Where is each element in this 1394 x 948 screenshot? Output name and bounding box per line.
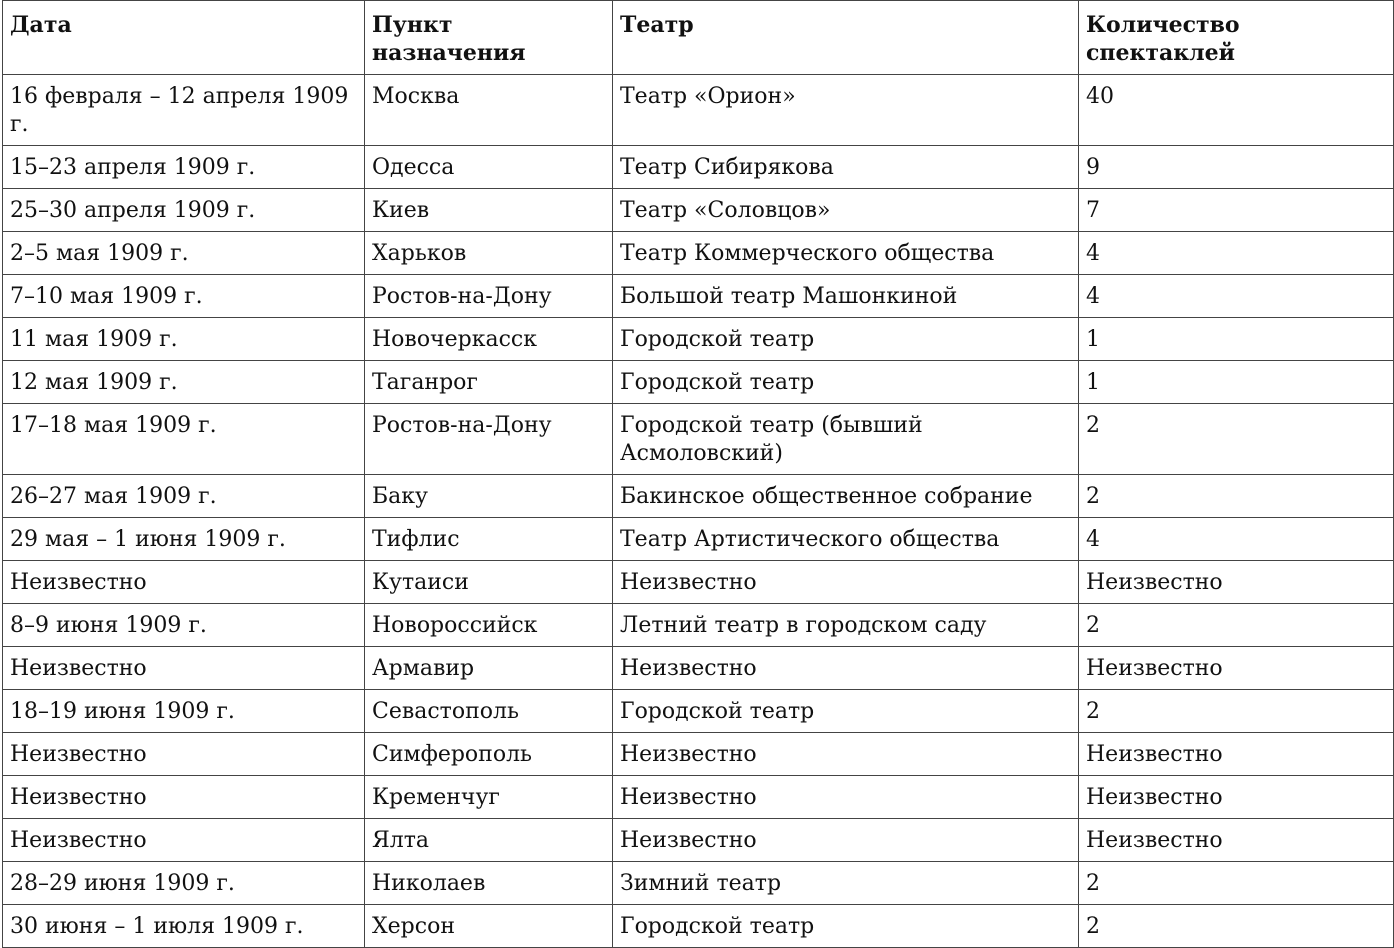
header-row (3, 1, 1394, 75)
cell-destination: Новочеркасск (365, 318, 613, 361)
cell-date: 30 июня – 1 июля 1909 г. (3, 905, 365, 948)
table-row (3, 475, 1394, 518)
cell-theatre: Театр Коммерческого общества (613, 232, 1079, 275)
table-row (3, 404, 1394, 475)
cell-theatre: Неизвестно (613, 733, 1079, 776)
cell-performance-count: Неизвестно (1079, 647, 1394, 690)
table-row (3, 275, 1394, 318)
table-row (3, 647, 1394, 690)
cell-date: 8–9 июня 1909 г. (3, 604, 365, 647)
cell-destination: Баку (365, 475, 613, 518)
cell-performance-count: 2 (1079, 905, 1394, 948)
cell-theatre: Театр Артистического общества (613, 518, 1079, 561)
cell-destination: Армавир (365, 647, 613, 690)
table-row (3, 318, 1394, 361)
cell-destination: Москва (365, 75, 613, 146)
cell-theatre: Городской театр (бывший Асмоловский) (613, 404, 1079, 475)
cell-date: 26–27 мая 1909 г. (3, 475, 365, 518)
cell-performance-count: 1 (1079, 361, 1394, 404)
table-row (3, 75, 1394, 146)
table-row (3, 604, 1394, 647)
cell-destination: Тифлис (365, 518, 613, 561)
table-header (3, 1, 1394, 75)
cell-theatre: Городской театр (613, 318, 1079, 361)
cell-theatre: Городской театр (613, 361, 1079, 404)
cell-performance-count: 7 (1079, 189, 1394, 232)
table-row (3, 733, 1394, 776)
cell-destination: Новороссийск (365, 604, 613, 647)
cell-date: 17–18 мая 1909 г. (3, 404, 365, 475)
cell-destination: Ялта (365, 819, 613, 862)
cell-date: 15–23 апреля 1909 г. (3, 146, 365, 189)
cell-date: 16 февраля – 12 апреля 1909 г. (3, 75, 365, 146)
cell-theatre: Большой театр Машонкиной (613, 275, 1079, 318)
cell-destination: Одесса (365, 146, 613, 189)
cell-performance-count: Неизвестно (1079, 819, 1394, 862)
cell-date: Неизвестно (3, 733, 365, 776)
cell-date: 28–29 июня 1909 г. (3, 862, 365, 905)
cell-destination: Ростов-на-Дону (365, 275, 613, 318)
cell-date: 2–5 мая 1909 г. (3, 232, 365, 275)
table-row (3, 561, 1394, 604)
header-destination: Пункт назначения (365, 1, 613, 75)
cell-destination: Севастополь (365, 690, 613, 733)
cell-theatre: Городской театр (613, 905, 1079, 948)
cell-destination: Ростов-на-Дону (365, 404, 613, 475)
table-row (3, 690, 1394, 733)
tour-schedule-table (2, 0, 1394, 948)
cell-destination: Николаев (365, 862, 613, 905)
cell-date: 12 мая 1909 г. (3, 361, 365, 404)
table-row (3, 361, 1394, 404)
cell-destination: Киев (365, 189, 613, 232)
cell-date: 11 мая 1909 г. (3, 318, 365, 361)
cell-theatre: Неизвестно (613, 647, 1079, 690)
cell-theatre: Неизвестно (613, 561, 1079, 604)
cell-date: 25–30 апреля 1909 г. (3, 189, 365, 232)
cell-date: Неизвестно (3, 776, 365, 819)
table-body (3, 75, 1394, 948)
cell-theatre: Неизвестно (613, 819, 1079, 862)
cell-date: 7–10 мая 1909 г. (3, 275, 365, 318)
cell-performance-count: 4 (1079, 518, 1394, 561)
table-row (3, 232, 1394, 275)
cell-performance-count: 1 (1079, 318, 1394, 361)
header-performance-count: Количество спектаклей (1079, 1, 1394, 75)
cell-theatre: Театр «Орион» (613, 75, 1079, 146)
cell-performance-count: 2 (1079, 604, 1394, 647)
cell-performance-count: 2 (1079, 862, 1394, 905)
cell-date: Неизвестно (3, 819, 365, 862)
table-row (3, 189, 1394, 232)
cell-destination: Кременчуг (365, 776, 613, 819)
cell-theatre: Театр Сибирякова (613, 146, 1079, 189)
cell-theatre: Зимний театр (613, 862, 1079, 905)
cell-performance-count: Неизвестно (1079, 776, 1394, 819)
table-row (3, 146, 1394, 189)
cell-date: 29 мая – 1 июня 1909 г. (3, 518, 365, 561)
cell-performance-count: 40 (1079, 75, 1394, 146)
cell-performance-count: 2 (1079, 404, 1394, 475)
table-row (3, 776, 1394, 819)
cell-destination: Кутаиси (365, 561, 613, 604)
cell-performance-count: Неизвестно (1079, 561, 1394, 604)
cell-theatre: Бакинское общественное собрание (613, 475, 1079, 518)
table-row (3, 905, 1394, 948)
cell-theatre: Неизвестно (613, 776, 1079, 819)
cell-theatre: Летний театр в городском саду (613, 604, 1079, 647)
cell-performance-count: 4 (1079, 275, 1394, 318)
cell-performance-count: 4 (1079, 232, 1394, 275)
header-date: Дата (3, 1, 365, 75)
cell-destination: Харьков (365, 232, 613, 275)
cell-performance-count: 9 (1079, 146, 1394, 189)
cell-date: 18–19 июня 1909 г. (3, 690, 365, 733)
cell-performance-count: Неизвестно (1079, 733, 1394, 776)
cell-performance-count: 2 (1079, 690, 1394, 733)
cell-destination: Симферополь (365, 733, 613, 776)
cell-theatre: Театр «Соловцов» (613, 189, 1079, 232)
cell-performance-count: 2 (1079, 475, 1394, 518)
cell-date: Неизвестно (3, 561, 365, 604)
cell-theatre: Городской театр (613, 690, 1079, 733)
table-row (3, 518, 1394, 561)
cell-date: Неизвестно (3, 647, 365, 690)
header-theatre: Театр (613, 1, 1079, 75)
table-row (3, 862, 1394, 905)
cell-destination: Херсон (365, 905, 613, 948)
cell-destination: Таганрог (365, 361, 613, 404)
table-row (3, 819, 1394, 862)
